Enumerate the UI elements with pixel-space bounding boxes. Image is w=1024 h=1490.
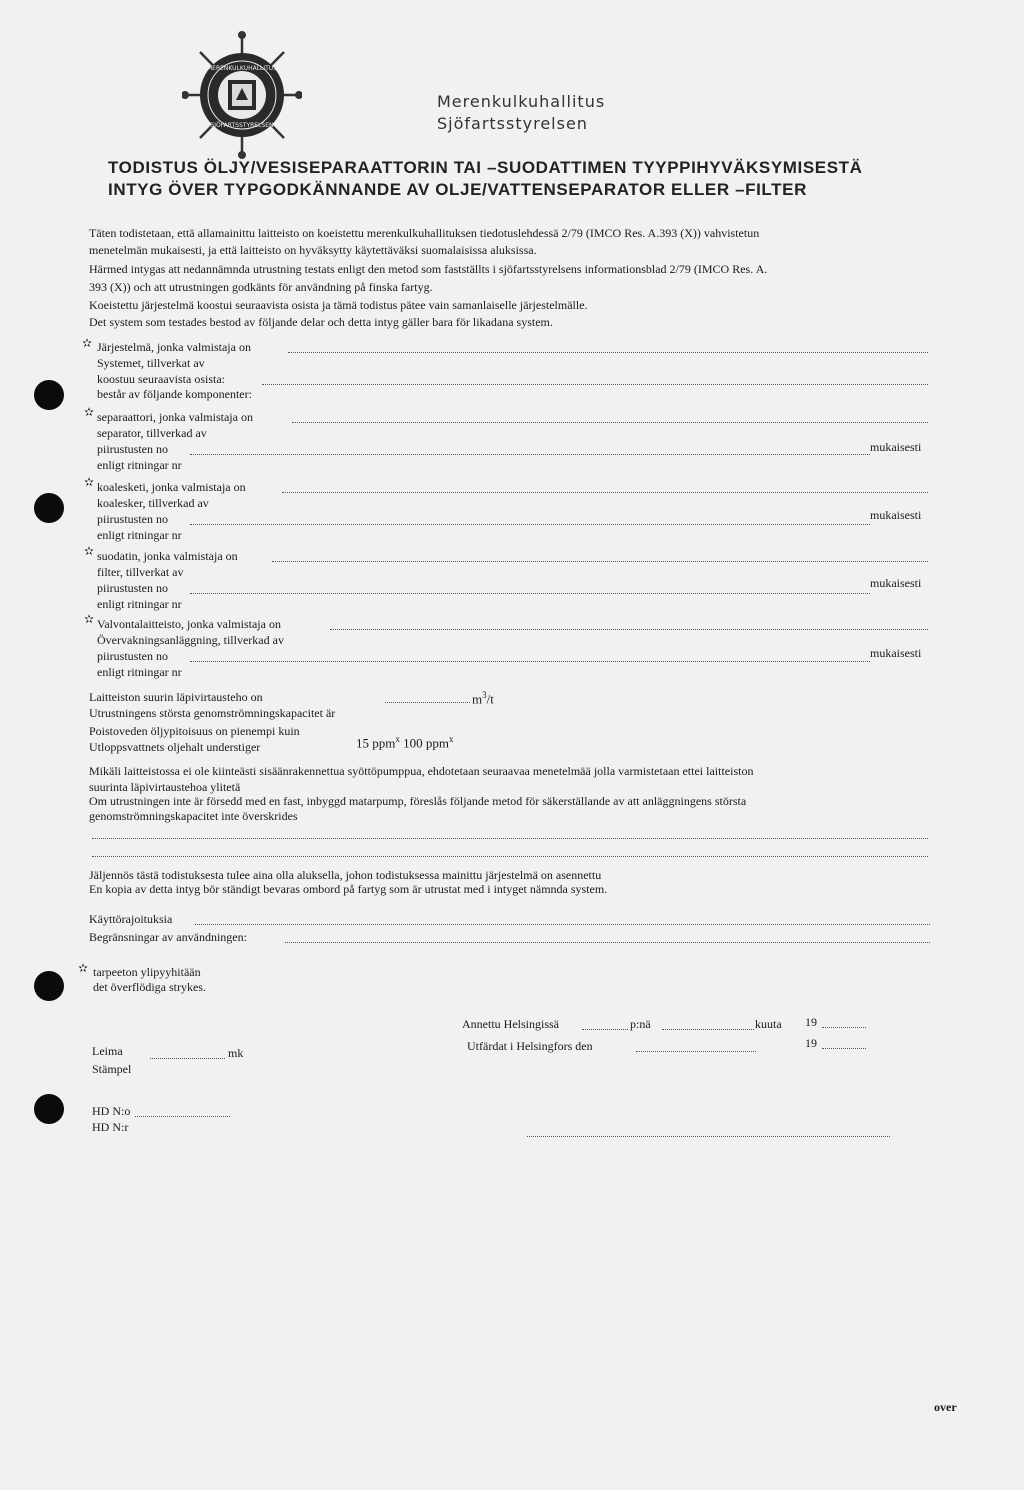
drawing-number-field[interactable] [190, 524, 870, 525]
capacity-field[interactable] [385, 702, 470, 703]
drawing-number-label: piirustusten no [97, 512, 168, 526]
binder-hole [34, 1094, 64, 1124]
system-manufacturer-field[interactable] [288, 352, 928, 353]
issued-place-label-sv: Utfärdat i Helsingfors den [467, 1039, 593, 1053]
drawing-number-field[interactable] [190, 454, 870, 455]
drawing-number-label: piirustusten no [97, 649, 168, 663]
pump-method-field[interactable] [92, 856, 928, 857]
binder-hole [34, 380, 64, 410]
pump-text-fi: suurinta läpivirtaustehoa ylitetä [89, 780, 241, 794]
oil-content-label-fi: Poistoveden öljypitoisuus on pienempi kuin [89, 724, 300, 738]
fee-label-fi: Leima [92, 1044, 123, 1058]
drawing-number-field[interactable] [190, 661, 870, 662]
fee-field[interactable] [150, 1058, 225, 1059]
system-note-fi: Koeistettu järjestelmä koostui seuraavista osista ja tämä todistus pätee vain samanlaiselle järjestelmälle. [89, 298, 588, 312]
day-label: p:nä [630, 1017, 651, 1031]
footnote-sv: det överflödiga strykes. [93, 980, 206, 994]
year-field-sv[interactable] [822, 1048, 866, 1049]
binder-hole [34, 493, 64, 523]
component-manufacturer-label: separaattori, jonka valmistaja on [97, 410, 253, 424]
capacity-label-fi: Laitteiston suurin läpivirtausteho on [89, 690, 263, 704]
suffix-label: mukaisesti [870, 508, 922, 522]
year-prefix-sv: 19 [805, 1036, 817, 1050]
component-manufacturer-label-sv: filter, tillverkat av [97, 565, 184, 579]
pump-text-fi: Mikäli laitteistossa ei ole kiinteästi sisäänrakennettua syöttöpumppua, ehdotetaan seuraavaa menetelmää jolla varmistetaan ettei laitteiston [89, 764, 754, 778]
binder-hole [34, 971, 64, 1001]
suffix-label: mukaisesti [870, 646, 922, 660]
component-manufacturer-label-sv: separator, tillverkad av [97, 426, 207, 440]
oil-content-label-sv: Utloppsvattnets oljehalt understiger [89, 740, 261, 754]
suffix-label: mukaisesti [870, 576, 922, 590]
component-manufacturer-label-sv: Övervakningsanläggning, tillverkad av [97, 633, 284, 647]
star-icon: ✫ [84, 475, 95, 489]
over-page-label: over [934, 1400, 957, 1414]
agency-name-sv: Sjöfartsstyrelsen [437, 114, 588, 133]
pump-text-sv: genomströmningskapacitet inte överskrides [89, 809, 298, 823]
suffix-label: mukaisesti [870, 440, 922, 454]
svg-text:MERENKULKUHALLITUS: MERENKULKUHALLITUS [206, 65, 278, 72]
component-manufacturer-label: koalesketi, jonka valmistaja on [97, 480, 246, 494]
date-field-sv[interactable] [636, 1051, 756, 1052]
component-manufacturer-field[interactable] [330, 629, 928, 630]
component-manufacturer-field[interactable] [292, 422, 928, 423]
star-icon: ✫ [84, 612, 95, 626]
system-parts-field[interactable] [262, 384, 928, 385]
star-icon: ✫ [84, 544, 95, 558]
drawing-number-label-sv: enligt ritningar nr [97, 597, 182, 611]
fee-label-sv: Stämpel [92, 1062, 132, 1076]
star-icon: ✫ [84, 405, 95, 419]
restrictions-field[interactable] [285, 942, 930, 943]
system-note-sv: Det system som testades bestod av följande delar och detta intyg gäller bara för likadana system. [89, 315, 553, 329]
restrictions-label-sv: Begränsningar av användningen: [89, 930, 247, 944]
hd-number-label-sv: HD N:r [92, 1120, 129, 1134]
copy-note-fi: Jäljennös tästä todistuksesta tulee aina olla aluksella, johon todistuksessa mainittu järjestelmä on asennettu [89, 868, 602, 882]
agency-seal-logo [182, 30, 302, 160]
pump-text-sv: Om utrustningen inte är försedd med en fast, inbyggd matarpump, föreslås följande metod för säkerställande av att anläggningens största [89, 794, 747, 808]
document-title-sv: INTYG ÖVER TYPGODKÄNNANDE AV OLJE/VATTENSEPARATOR ELLER –FILTER [108, 180, 807, 199]
component-manufacturer-label: suodatin, jonka valmistaja on [97, 549, 238, 563]
system-manufacturer-label-sv: Systemet, tillverkat av [97, 356, 205, 370]
system-parts-label: koostuu seuraavista osista: [97, 372, 225, 386]
component-manufacturer-label: Valvontalaitteisto, jonka valmistaja on [97, 617, 281, 631]
star-icon: ✫ [78, 961, 89, 975]
drawing-number-field[interactable] [190, 593, 870, 594]
component-manufacturer-label-sv: koalesker, tillverkad av [97, 496, 209, 510]
copy-note-sv: En kopia av detta intyg bör ständigt bevaras ombord på fartyg som är utrustat med i intyget nämnda system. [89, 882, 608, 896]
intro-text-fi: menetelmän mukaisesti, ja että laitteisto on hyväksytty käytettäväksi suomalaisissa aluksissa. [89, 243, 537, 257]
drawing-number-label-sv: enligt ritningar nr [97, 528, 182, 542]
year-field[interactable] [822, 1027, 866, 1028]
agency-name-fi: Merenkulkuhallitus [437, 92, 606, 111]
intro-text-sv: Härmed intygas att nedannämnda utrustning testats enligt den metod som fastställts i sjöfartsstyrelsens informationsblad 2/79 (IMCO Res. A. [89, 262, 768, 276]
system-parts-label-sv: består av följande komponenter: [97, 387, 252, 401]
svg-text:SJÖFARTSSTYRELSEN: SJÖFARTSSTYRELSEN [210, 122, 274, 129]
intro-text-fi: Täten todistetaan, että allamainittu laitteisto on koeistettu merenkulkuhallituksen tiedotuslehdessä 2/79 (IMCO Res. A.393 (X)) vahvistetun [89, 226, 760, 240]
restrictions-field[interactable] [195, 924, 930, 925]
restrictions-label-fi: Käyttörajoituksia [89, 912, 173, 926]
footnote-fi: tarpeeton ylipyyhitään [93, 965, 201, 979]
star-icon: ✫ [82, 336, 93, 350]
signature-field[interactable] [527, 1136, 890, 1137]
pump-method-field[interactable] [92, 838, 928, 839]
document-title-fi: TODISTUS ÖLJY/VESISEPARAATTORIN TAI –SUODATTIMEN TYYPPIHYVÄKSYMISESTÄ [108, 158, 863, 177]
drawing-number-label-sv: enligt ritningar nr [97, 665, 182, 679]
fee-unit: mk [228, 1046, 244, 1060]
hd-number-label-fi: HD N:o [92, 1104, 131, 1118]
component-manufacturer-field[interactable] [272, 561, 928, 562]
drawing-number-label-sv: enligt ritningar nr [97, 458, 182, 472]
month-label: kuuta [755, 1017, 782, 1031]
capacity-label-sv: Utrustningens största genomströmningskapacitet är [89, 706, 336, 720]
drawing-number-label: piirustusten no [97, 581, 168, 595]
component-manufacturer-field[interactable] [282, 492, 928, 493]
intro-text-sv: 393 (X)) och att utrustningen godkänts för användning på finska fartyg. [89, 280, 433, 294]
day-field[interactable] [582, 1029, 628, 1030]
drawing-number-label: piirustusten no [97, 442, 168, 456]
system-manufacturer-label: Järjestelmä, jonka valmistaja on [97, 340, 251, 354]
oil-content-options[interactable]: 15 ppm$^x$ 100 ppm$^x$ [356, 734, 454, 751]
month-field[interactable] [662, 1029, 754, 1030]
hd-number-field[interactable] [135, 1116, 230, 1117]
capacity-unit: $m^3/t$ [472, 690, 494, 707]
year-prefix: 19 [805, 1015, 817, 1029]
issued-place-label-fi: Annettu Helsingissä [462, 1017, 559, 1031]
